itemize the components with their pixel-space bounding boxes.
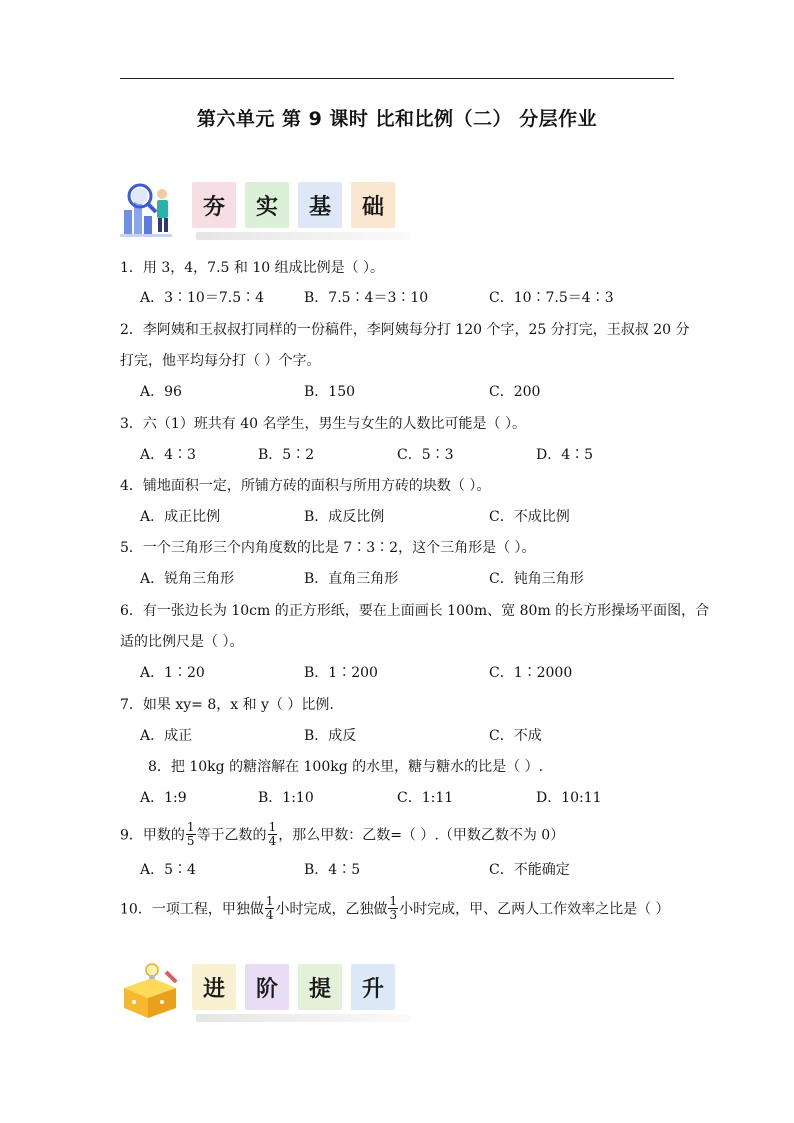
option: C．不能确定	[489, 862, 570, 878]
question-5: 5．一个三角形三个内角度数的比是 7∶3∶2，这个三角形是（ ）。	[120, 540, 536, 556]
option: C．不成比例	[489, 509, 570, 525]
question-8: 8．把 10kg 的糖溶解在 100kg 的水里，糖与糖水的比是（ ）.	[148, 759, 544, 775]
option: A．4∶3	[140, 447, 196, 463]
option: C．1∶2000	[489, 665, 573, 681]
section-banner-advanced	[118, 962, 418, 1026]
option: A．1∶20	[140, 665, 205, 681]
option: A．成正	[140, 728, 193, 744]
question-4: 4．铺地面积一定，所铺方砖的面积与所用方砖的块数（ ）。	[120, 478, 491, 494]
fraction: $\frac{1}{4}$	[268, 820, 277, 848]
magnifier-chart-illustration-icon	[118, 180, 182, 240]
section-tile: 提	[298, 964, 342, 1010]
question-2-cont: 打完，他平均每分打（ ）个字。	[120, 353, 321, 369]
option: C．钝角三角形	[489, 571, 584, 587]
question-9: 9．甲数的 $\frac{1}{5}$ 等于乙数的 $\frac{1}{4}$ ，那么甲数：乙数=（ ）.（甲数乙数不为 0）	[120, 820, 565, 848]
option: D．10:11	[536, 790, 602, 806]
fraction: $\frac{1}{4}$	[265, 894, 274, 922]
option: C．1:11	[397, 790, 454, 806]
option: B．1∶200	[304, 665, 378, 681]
option: A．成正比例	[140, 509, 221, 525]
tile-shadow	[196, 1014, 410, 1022]
option: C．不成	[489, 728, 542, 744]
option: A．1:9	[140, 790, 187, 806]
tile-shadow	[196, 232, 410, 240]
header-rule	[120, 78, 674, 79]
question-1: 1．用 3，4，7.5 和 10 组成比例是（ ）。	[120, 260, 385, 276]
section-tile: 升	[351, 964, 395, 1010]
option: A．96	[140, 384, 182, 400]
option: B．5∶2	[258, 447, 315, 463]
option: B．7.5∶4＝3∶10	[304, 290, 429, 306]
option: B．150	[304, 384, 356, 400]
section-banner-basic	[118, 180, 418, 244]
fraction: $\frac{1}{3}$	[389, 894, 398, 922]
option: C．10∶7.5＝4∶3	[489, 290, 614, 306]
question-2: 2．李阿姨和王叔叔打同样的一份稿件，李阿姨每分打 120 个字，25 分打完，王叔叔 20 分	[120, 322, 690, 338]
option: A．3∶10＝7.5∶4	[140, 290, 265, 306]
option: A．锐角三角形	[140, 571, 235, 587]
question-3: 3．六（1）班共有 40 名学生，男生与女生的人数比可能是（ ）。	[120, 416, 526, 432]
section-tile: 基	[298, 182, 342, 228]
option: C．5∶3	[397, 447, 454, 463]
section-tile: 础	[351, 182, 395, 228]
option: B．直角三角形	[304, 571, 399, 587]
option: D．4∶5	[536, 447, 594, 463]
question-6-cont: 适的比例尺是（ ）。	[120, 634, 244, 650]
option: C．200	[489, 384, 541, 400]
question-6: 6．有一张边长为 10cm 的正方形纸，要在上面画长 100m、宽 80m 的长方形操场平面图，合	[120, 603, 710, 619]
section-tile: 进	[192, 964, 236, 1010]
idea-box-illustration-icon	[118, 962, 182, 1022]
question-7: 7．如果 xy= 8，x 和 y（ ）比例.	[120, 697, 334, 713]
option: B．成反比例	[304, 509, 385, 525]
fraction: $\frac{1}{5}$	[186, 820, 195, 848]
question-10: 10．一项工程，甲独做 $\frac{1}{4}$ 小时完成，乙独做 $\frac{1}{3}$ 小时完成，甲、乙两人工作效率之比是（ ）	[120, 894, 670, 922]
option: A．5∶4	[140, 862, 196, 878]
section-tile: 实	[245, 182, 289, 228]
option: B．1:10	[258, 790, 314, 806]
page-title: 第六单元 第 9 课时 比和比例（二） 分层作业	[196, 108, 598, 130]
section-tile: 夯	[192, 182, 236, 228]
section-tile: 阶	[245, 964, 289, 1010]
option: B．成反	[304, 728, 357, 744]
option: B．4∶5	[304, 862, 361, 878]
